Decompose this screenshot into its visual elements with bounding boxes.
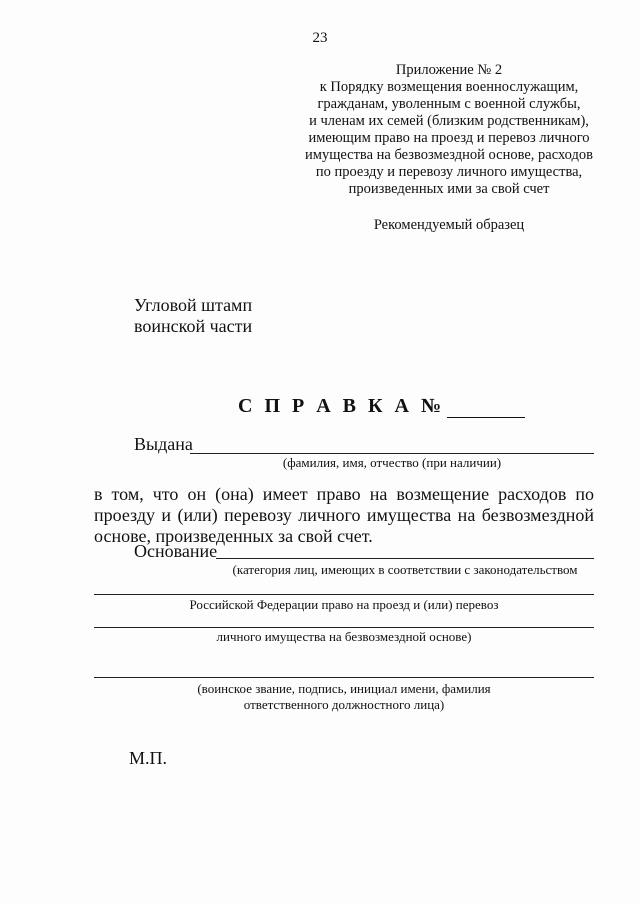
annex-line: имеющим право на проезд и перевоз личного — [308, 130, 590, 146]
basis-field-line-2[interactable] — [94, 594, 594, 595]
basis-field-line-3[interactable] — [94, 627, 594, 628]
signature-caption: (воинское звание, подпись, инициал имени, фамилия — [197, 681, 491, 696]
issued-caption: (фамилия, имя, отчество (при наличии) — [282, 455, 502, 470]
certificate-number-field[interactable] — [447, 398, 525, 418]
annex-line: к Порядку возмещения военнослужащим, — [319, 79, 579, 95]
signature-caption: ответственного должностного лица) — [243, 697, 445, 712]
annex-line: и членам их семей (близким родственникам), — [309, 113, 589, 129]
stamp-line: Угловой штамп — [134, 295, 253, 315]
basis-caption: (категория лиц, имеющих в соответствии с законодательством — [232, 562, 578, 577]
annex-line: произведенных ими за свой счет — [348, 181, 550, 197]
annex-title: Приложение № 2 — [395, 62, 503, 78]
signature-field[interactable] — [94, 677, 594, 678]
basis-caption: Российской Федерации право на проезд и (или) перевоз — [189, 597, 499, 612]
basis-label: Основание — [134, 541, 218, 561]
basis-field[interactable] — [216, 558, 594, 559]
stamp-line: воинской части — [134, 316, 253, 336]
certificate-heading — [238, 395, 525, 418]
annex-line: гражданам, уволенным с военной службы, — [317, 96, 581, 112]
certificate-title: С П Р А В К А № — [238, 395, 445, 417]
sample-note: Рекомендуемый образец — [373, 217, 525, 233]
annex-line: имущества на безвозмездной основе, расходов — [305, 147, 593, 163]
issued-label: Выдана — [134, 434, 193, 454]
annex-line: по проезду и перевозу личного имущества, — [315, 164, 583, 180]
annex-header — [262, 62, 636, 198]
seal-mark: М.П. — [129, 748, 168, 768]
page-number: 23 — [312, 30, 328, 46]
corner-stamp — [134, 295, 252, 337]
body-text: в том, что он (она) имеет право на возмещение расходов по проезду и (или) перевозу личного имущества на безвозмездной основе, произведенных за свой счет. — [94, 484, 594, 546]
issued-name-field[interactable] — [190, 453, 594, 454]
basis-caption: личного имущества на безвозмездной основе) — [216, 629, 472, 644]
